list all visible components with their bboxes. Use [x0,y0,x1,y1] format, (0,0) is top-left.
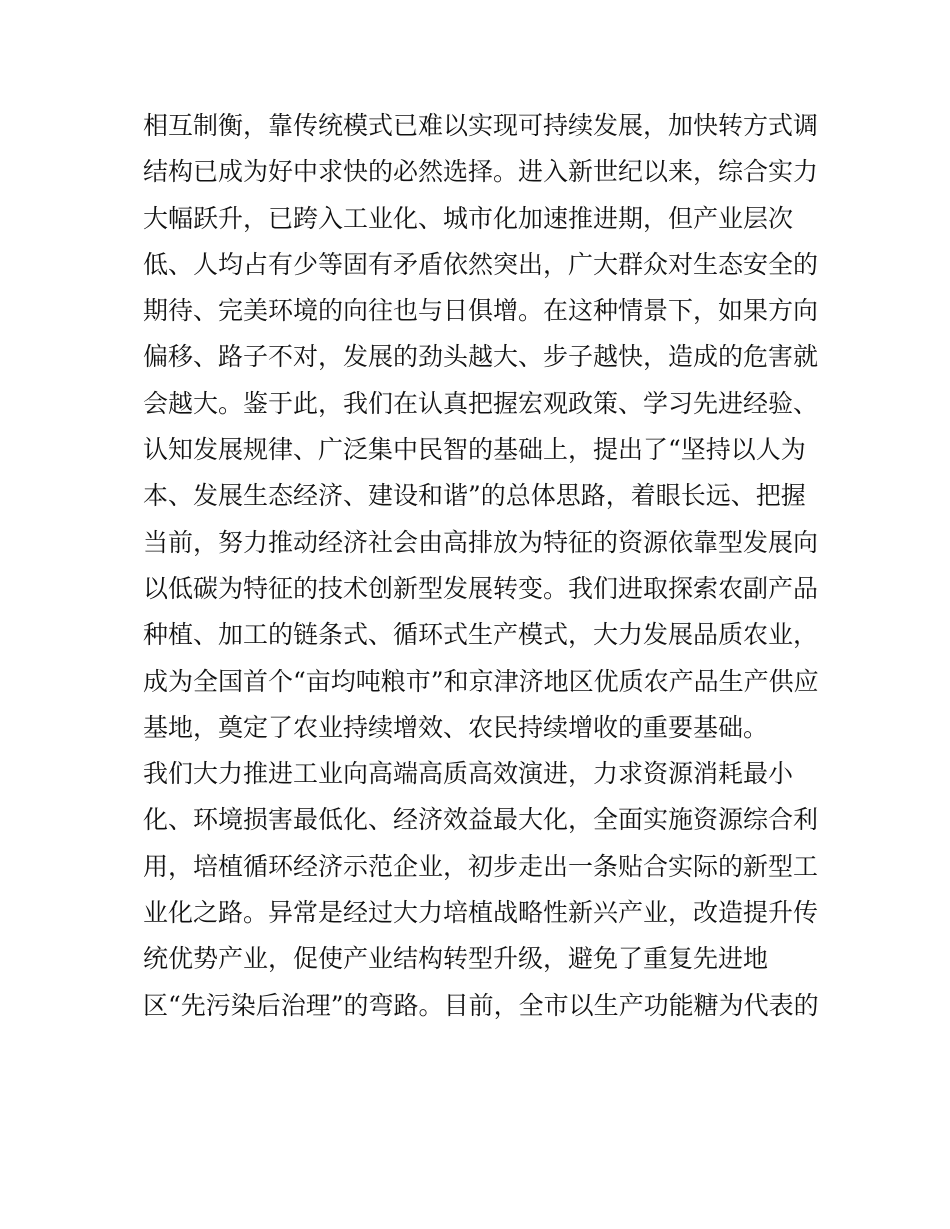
text-line: 期待、完美环境的向往也与日俱增。在这种情景下，如果方向 [143,296,819,326]
text-line: 本、发展生态经济、建设和谐”的总体思路，着眼长远、把握 [143,481,806,511]
text-line: 偏移、路子不对，发展的劲头越大、步子越快，造成的危害就 [143,342,819,372]
text-line: 基地，奠定了农业持续增效、农民持续增收的重要基础。 [143,712,769,742]
text-line: 用，培植循环经济示范企业，初步走出一条贴合实际的新型工 [143,851,819,881]
text-line: 化、环境损害最低化、经济效益最大化，全面实施资源综合利 [143,805,819,835]
text-line: 结构已成为好中求快的必然选择。进入新世纪以来，综合实力 [143,157,819,187]
body-text [143,103,823,1029]
text-line: 成为全国首个“亩均吨粮市”和京津济地区优质农产品生产供应 [143,666,819,696]
text-line: 认知发展规律、广泛集中民智的基础上，提出了“坚持以人为 [143,435,806,465]
text-line: 相互制衡，靠传统模式已难以实现可持续发展，加快转方式调 [143,111,819,140]
text-line: 区“先污染后治理”的弯路。目前，全市以生产功能糖为代表的 [143,990,819,1020]
text-line: 当前，努力推动经济社会由高排放为特征的资源依靠型发展向 [143,527,819,557]
text-line: 大幅跃升，已跨入工业化、城市化加速推进期，但产业层次 [143,203,794,233]
text-line: 以低碳为特征的技术创新型发展转变。我们进取探索农副产品 [143,573,819,603]
text-line: 种植、加工的链条式、循环式生产模式，大力发展品质农业， [143,620,819,650]
text-line: 业化之路。异常是经过大力培植战略性新兴产业，改造提升传 [143,898,819,928]
text-line: 我们大力推进工业向高端高质高效演进，力求资源消耗最小 [143,759,794,789]
text-line: 会越大。鉴于此，我们在认真把握宏观政策、学习先进经验、 [143,388,819,418]
text-line: 统优势产业，促使产业结构转型升级，避免了重复先进地 [143,944,769,974]
text-line: 低、人均占有少等固有矛盾依然突出，广大群众对生态安全的 [143,249,819,279]
